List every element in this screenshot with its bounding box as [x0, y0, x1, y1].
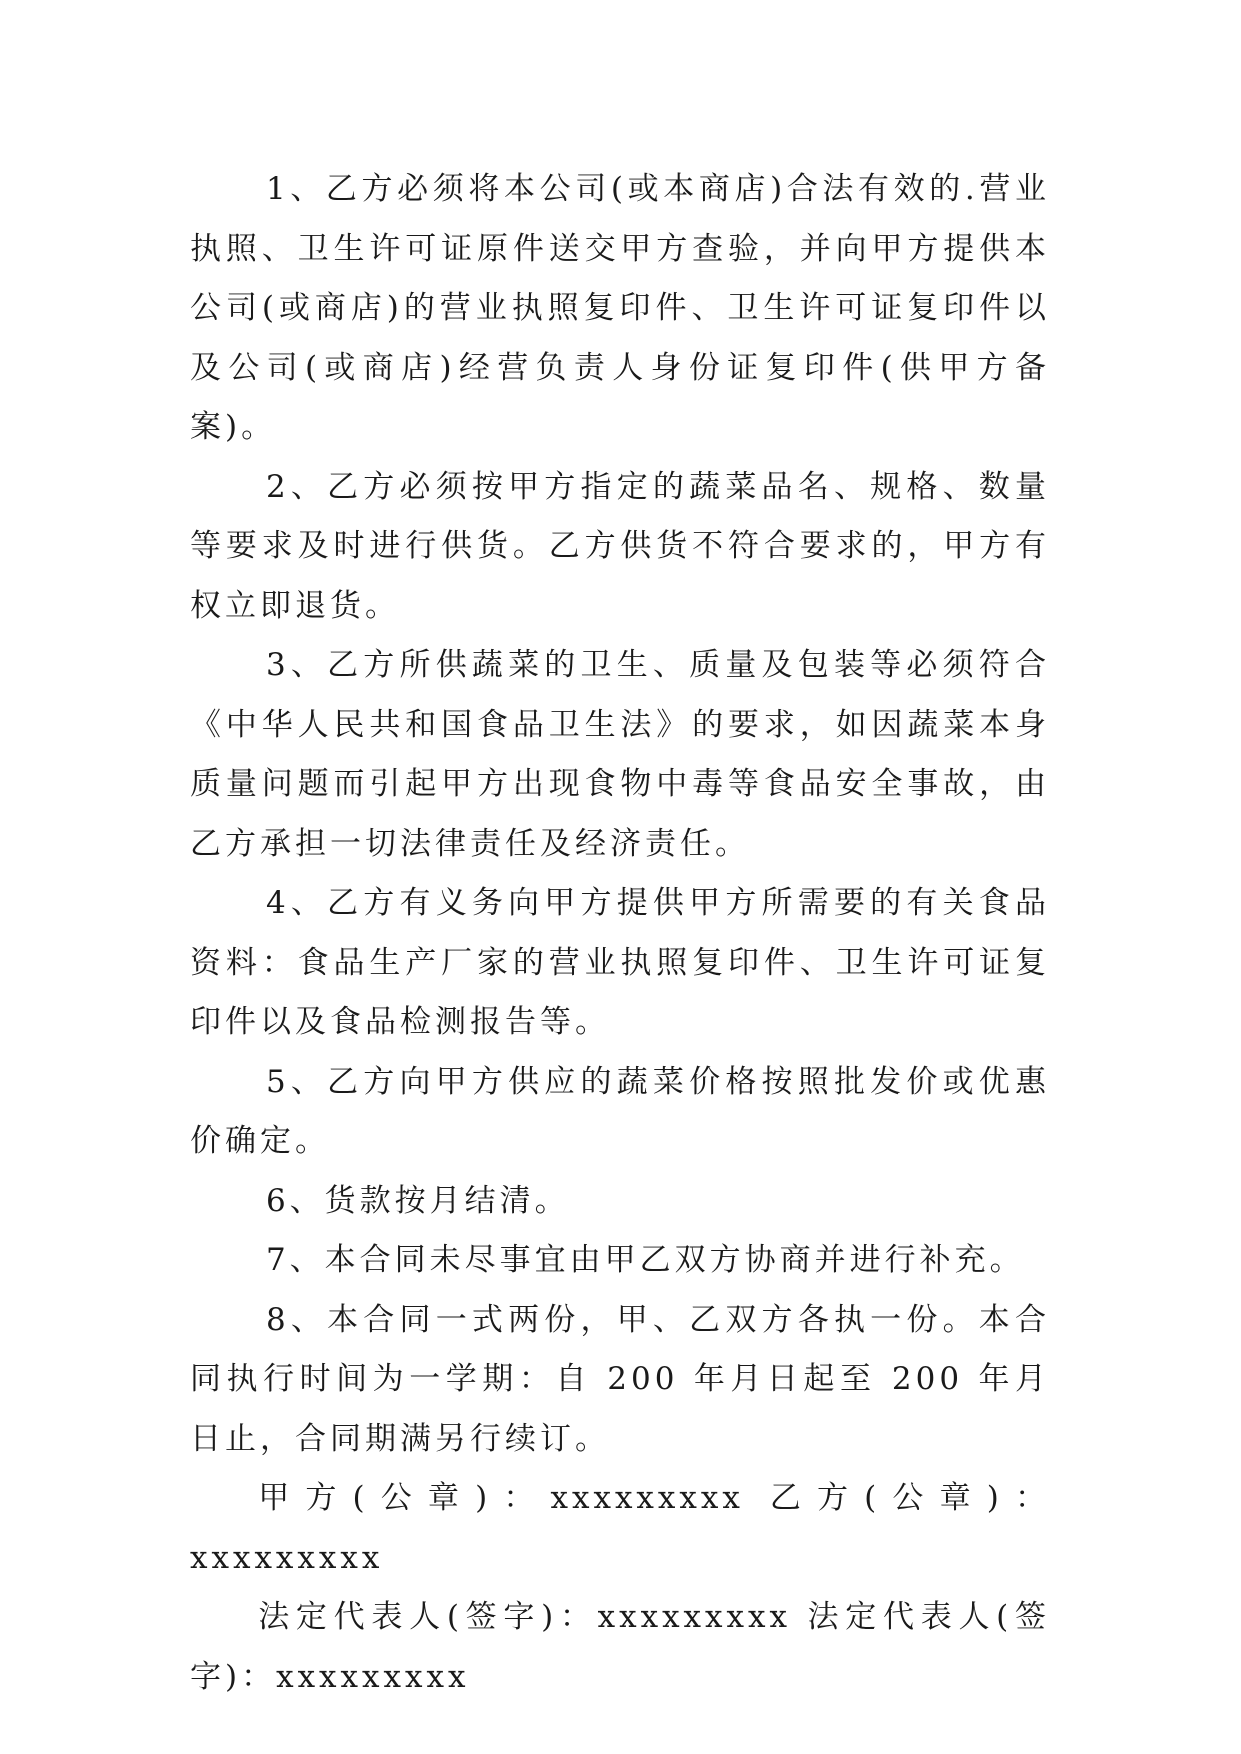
clause-2: 2、乙方必须按甲方指定的蔬菜品名、规格、数量等要求及时进行供货。乙方供货不符合要求的，甲方有权立即退货。: [190, 468, 1050, 624]
contract-body: [190, 160, 1050, 1707]
clause-8: 8、本合同一式两份，甲、乙双方各执一份。本合同执行时间为一学期：自 200 年月日起至 200 年月日止，合同期满另行续订。: [190, 1301, 1050, 1457]
signature-line: 法定代表人(签字)：xxxxxxxxx 法定代表人(签字)：xxxxxxxxx: [190, 1599, 1050, 1695]
clause-7: 7、本合同未尽事宜由甲乙双方协商并进行补充。: [265, 1242, 1025, 1278]
clause-5: 5、乙方向甲方供应的蔬菜价格按照批发价或优惠价确定。: [190, 1063, 1050, 1159]
clause-6: 6、货款按月结清。: [265, 1182, 570, 1219]
clause-4: 4、乙方有义务向甲方提供甲方所需要的有关食品资料：食品生产厂家的营业执照复印件、卫生许可证复印件以及食品检测报告等。: [190, 885, 1050, 1040]
seal-line: 甲方(公章)：xxxxxxxxx 乙方(公章)：xxxxxxxxx: [190, 1480, 1050, 1576]
clause-1: 1、乙方必须将本公司(或本商店)合法有效的.营业执照、卫生许可证原件送交甲方查验，并向甲方提供本公司(或商店)的营业执照复印件、卫生许可证复印件以及公司(或商店)经营负责人身份证复印件(供甲方备案)。: [190, 171, 1050, 445]
clause-3: 3、乙方所供蔬菜的卫生、质量及包装等必须符合《中华人民共和国食品卫生法》的要求，如因蔬菜本身质量问题而引起甲方出现食物中毒等食品安全事故，由乙方承担一切法律责任及经济责任。: [190, 647, 1050, 862]
